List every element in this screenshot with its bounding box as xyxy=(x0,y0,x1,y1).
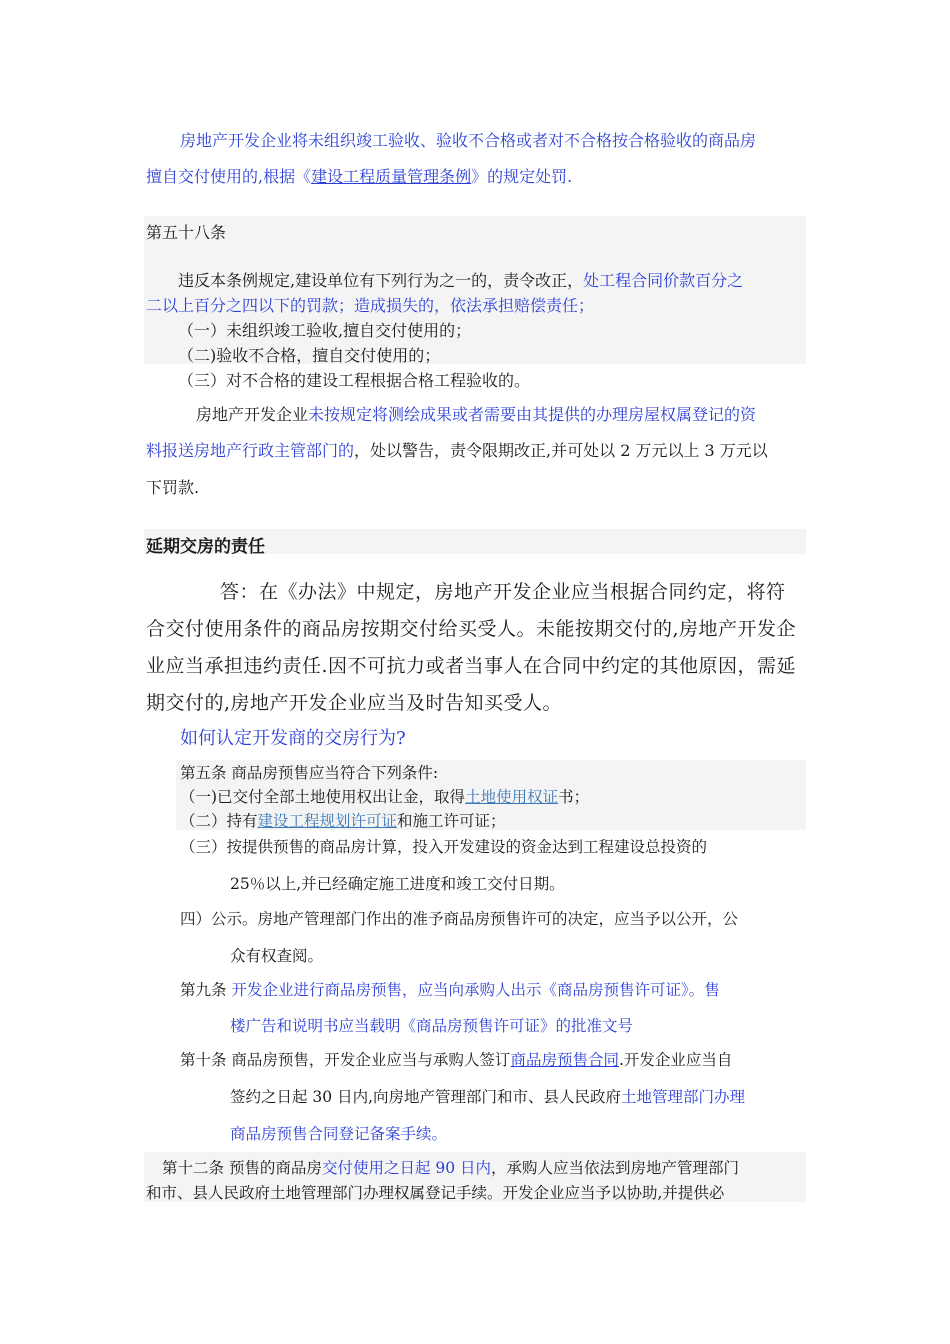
para-3-highlight: 未按规定将测绘成果或者需要由其提供的办理房屋权属登记的资 xyxy=(308,405,757,424)
answer-line-2: 合交付使用条件的商品房按期交付给买受人。未能按期交付的,房地产开发企 xyxy=(146,618,797,640)
article-10-text-2: 签约之日起 30 日内,向房地产管理部门和市、县人民政府 xyxy=(230,1088,622,1106)
article-10-highlight: 土地管理部门办理 xyxy=(621,1088,746,1106)
question-title: 如何认定开发商的交房行为? xyxy=(180,728,406,749)
article-58-title: 第五十八条 xyxy=(146,223,227,242)
article-58-line-2: 二以上百分之四以下的罚款；造成损失的，依法承担赔偿责任； xyxy=(146,296,595,315)
article-5-item-4-line-1: 四）公示。房地产管理部门作出的准予商品房预售许可的决定，应当予以公开，公 xyxy=(180,910,739,928)
para-3-text: 房地产开发企业 xyxy=(196,405,309,424)
article-5-item-1 xyxy=(180,785,589,807)
answer-line-3: 业应当承担违约责任.因不可抗力或者当事人在合同中约定的其他原因，需延 xyxy=(146,655,797,677)
article-5-item-3-line-1: （三）按提供预售的商品房计算，投入开发建设的资金达到工程建设总投资的 xyxy=(180,838,708,856)
land-use-certificate-link[interactable]: 土地使用权证 xyxy=(465,788,559,806)
article-5-item-4-line-2: 众有权查阅。 xyxy=(230,947,324,965)
article-12-text: 第十二条 预售的商品房 xyxy=(162,1159,322,1177)
para-3-line-2 xyxy=(146,438,768,461)
article-58-penalty: 处工程合同价款百分之 xyxy=(583,271,744,290)
article-58-text: 违反本条例规定,建设单位有下列行为之一的，责令改正， xyxy=(178,271,584,290)
article-5-item-2 xyxy=(180,809,506,831)
answer-line-1: 答：在《办法》中规定，房地产开发企业应当根据合同约定，将符 xyxy=(220,581,786,603)
para-1-line-2 xyxy=(146,164,572,187)
article-5-item-2-end: 和施工许可证； xyxy=(397,812,506,830)
article-10-line-3: 商品房预售合同登记备案手续。 xyxy=(230,1125,448,1143)
para-1-line-1: 房地产开发企业将未组织竣工验收、验收不合格或者对不合格按合格验收的商品房 xyxy=(180,131,757,150)
article-9-text: 开发企业进行商品房预售，应当向承购人出示《商品房预售许可证》。售 xyxy=(231,981,720,999)
article-12-text-end: ，承购人应当依法到房地产管理部门 xyxy=(491,1159,740,1177)
article-58-item-3: （三）对不合格的建设工程根据合格工程验收的。 xyxy=(178,371,531,390)
article-5-title: 第五条 商品房预售应当符合下列条件: xyxy=(180,764,439,782)
answer-line-4: 期交付的,房地产开发企业应当及时告知买受人。 xyxy=(146,692,563,714)
article-9-line-1 xyxy=(180,978,720,1000)
article-5-item-2-text: （二）持有 xyxy=(180,812,258,830)
article-58-line-1 xyxy=(178,268,743,291)
para-3-text-2: ，处以警告，责令限期改正,并可处以 2 万元以上 3 万元以 xyxy=(354,441,768,460)
article-9-line-2: 楼广告和说明书应当载明《商品房预售许可证》的批准文号 xyxy=(230,1017,634,1035)
para-3-highlight-2: 料报送房地产行政主管部门的 xyxy=(146,441,355,460)
article-12-line-2: 和市、县人民政府土地管理部门办理权属登记手续。开发企业应当予以协助,并提供必 xyxy=(146,1184,725,1202)
para-1-text: 擅自交付使用的,根据《 xyxy=(146,167,312,186)
article-5-item-3-line-2: 25％以上,并已经确定施工进度和竣工交付日期。 xyxy=(230,875,565,893)
section-heading: 延期交房的责任 xyxy=(146,537,265,557)
article-10-line-2 xyxy=(230,1085,745,1107)
para-3-line-1 xyxy=(196,402,756,425)
article-9-title: 第九条 xyxy=(180,981,232,999)
article-12-highlight: 交付使用之日起 90 日内 xyxy=(321,1159,492,1177)
article-58-item-1: （一）未组织竣工验收,擅自交付使用的； xyxy=(178,321,472,340)
para-3-line-3: 下罚款. xyxy=(146,478,200,497)
para-1-text-end: 》的规定处罚. xyxy=(471,167,573,186)
article-10-text-end: .开发企业应当自 xyxy=(618,1051,733,1069)
article-5-item-1-end: 书； xyxy=(558,788,590,806)
article-10-text: 第十条 商品房预售，开发企业应当与承购人签订 xyxy=(180,1051,511,1069)
article-58-item-2: （二)验收不合格，擅自交付使用的； xyxy=(178,346,441,365)
regulation-link[interactable]: 建设工程质量管理条例 xyxy=(311,167,472,186)
article-12-line-1 xyxy=(162,1156,739,1178)
planning-permit-link[interactable]: 建设工程规划许可证 xyxy=(257,812,398,830)
article-10-line-1 xyxy=(180,1048,732,1070)
article-5-item-1-text: （一)已交付全部土地使用权出让金，取得 xyxy=(180,788,466,806)
presale-contract-link[interactable]: 商品房预售合同 xyxy=(510,1051,619,1069)
